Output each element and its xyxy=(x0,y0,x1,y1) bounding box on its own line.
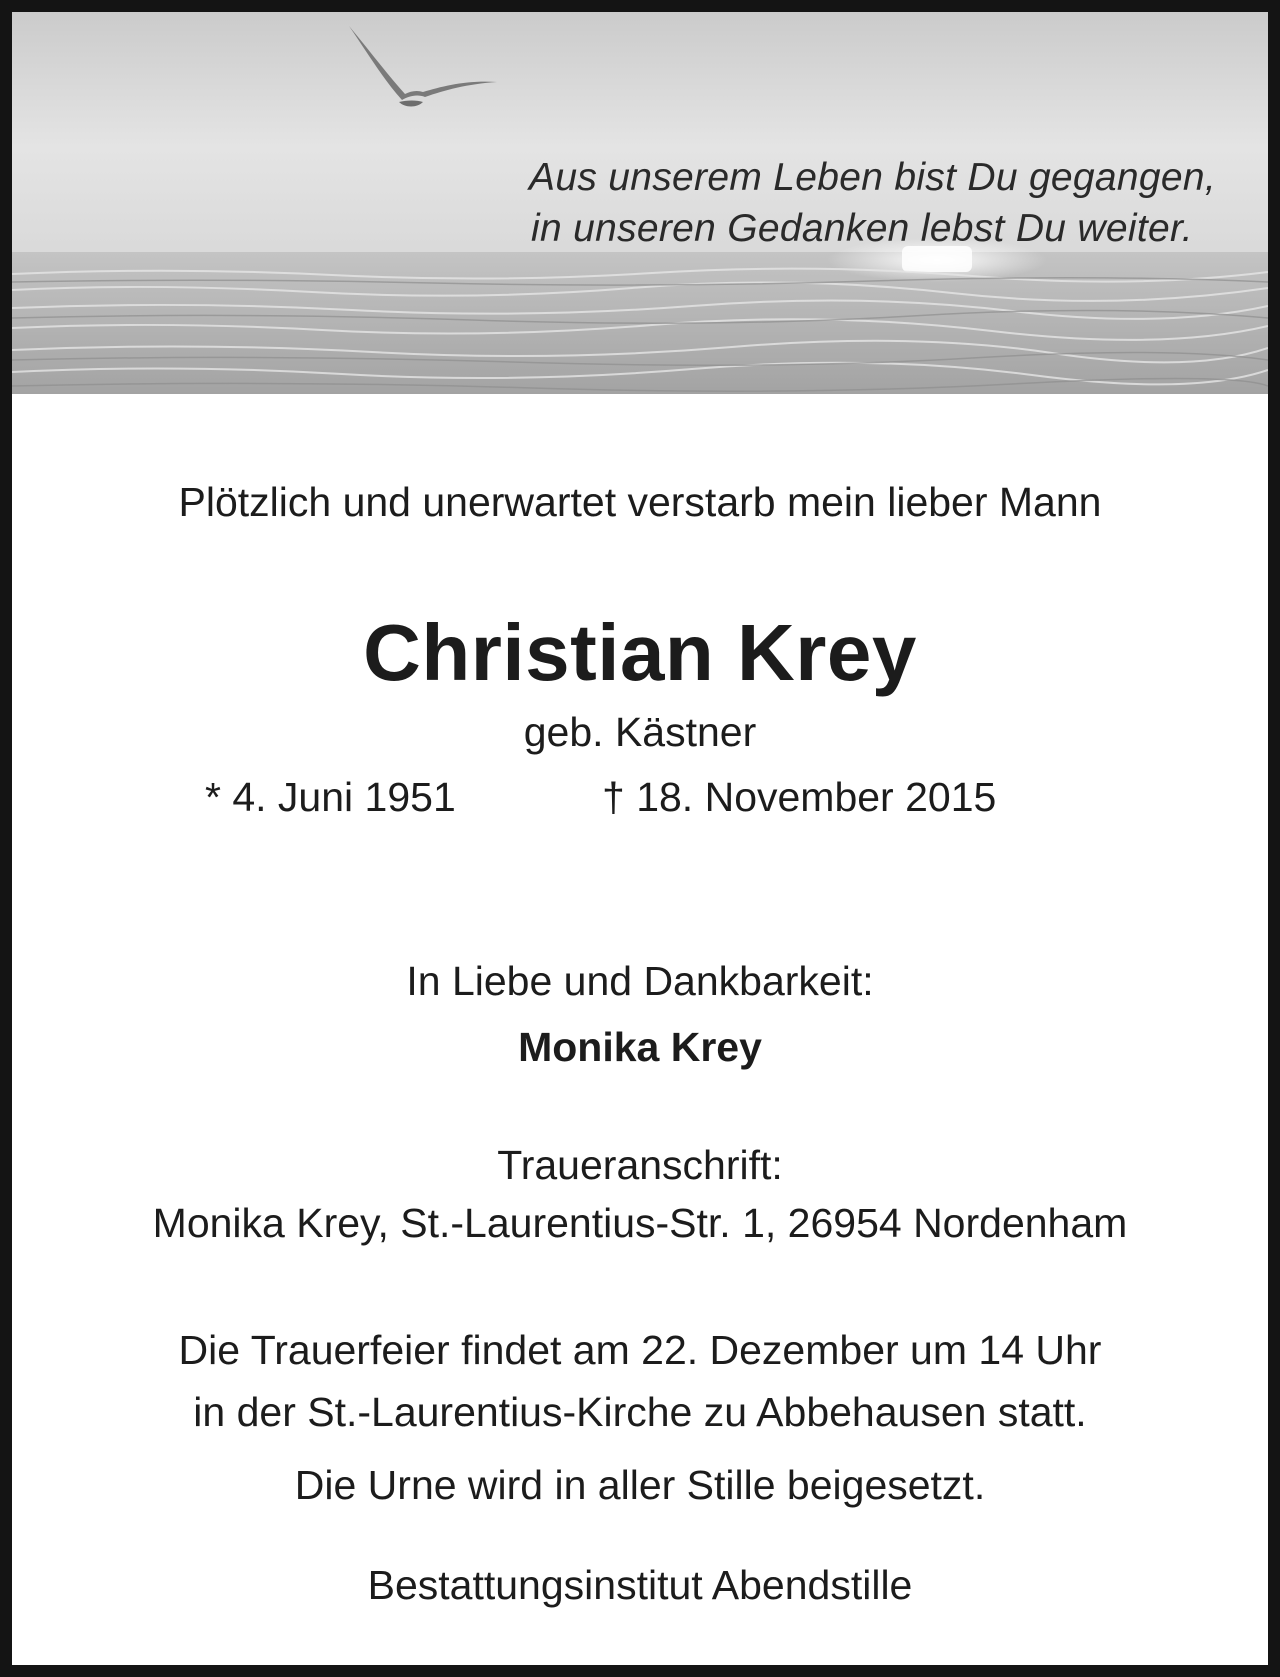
birth-date: * 4. Juni 1951 xyxy=(205,774,456,820)
death-date: † 18. November 2015 xyxy=(602,774,997,820)
address-heading: Traueranschrift: xyxy=(497,1142,783,1188)
quote-line-1: Aus unserem Leben bist Du gegangen, xyxy=(529,156,1216,199)
deceased-name: Christian Krey xyxy=(363,608,917,697)
mourners-heading: In Liebe und Dankbarkeit: xyxy=(406,958,874,1004)
address-text: Monika Krey, St.-Laurentius-Str. 1, 26954 Nordenham xyxy=(152,1200,1128,1246)
mourner-name: Monika Krey xyxy=(518,1024,762,1070)
ceremony-line-1: Die Trauerfeier findet am 22. Dezember um 14 Uhr xyxy=(178,1327,1102,1373)
quote-line-2: in unseren Gedanken lebst Du weiter. xyxy=(531,207,1193,250)
funeral-home: Bestattungsinstitut Abendstille xyxy=(367,1562,913,1608)
intro-text: Plötzlich und unerwartet verstarb mein lieber Mann xyxy=(178,479,1102,525)
banner-image xyxy=(12,12,1268,394)
ceremony-line-3: Die Urne wird in aller Stille beigesetzt. xyxy=(294,1462,986,1508)
birth-name: geb. Kästner xyxy=(523,709,757,755)
ceremony-line-2: in der St.-Laurentius-Kirche zu Abbehausen statt. xyxy=(193,1389,1087,1435)
seagull-icon xyxy=(347,24,507,114)
banner-quote xyxy=(529,152,1216,254)
